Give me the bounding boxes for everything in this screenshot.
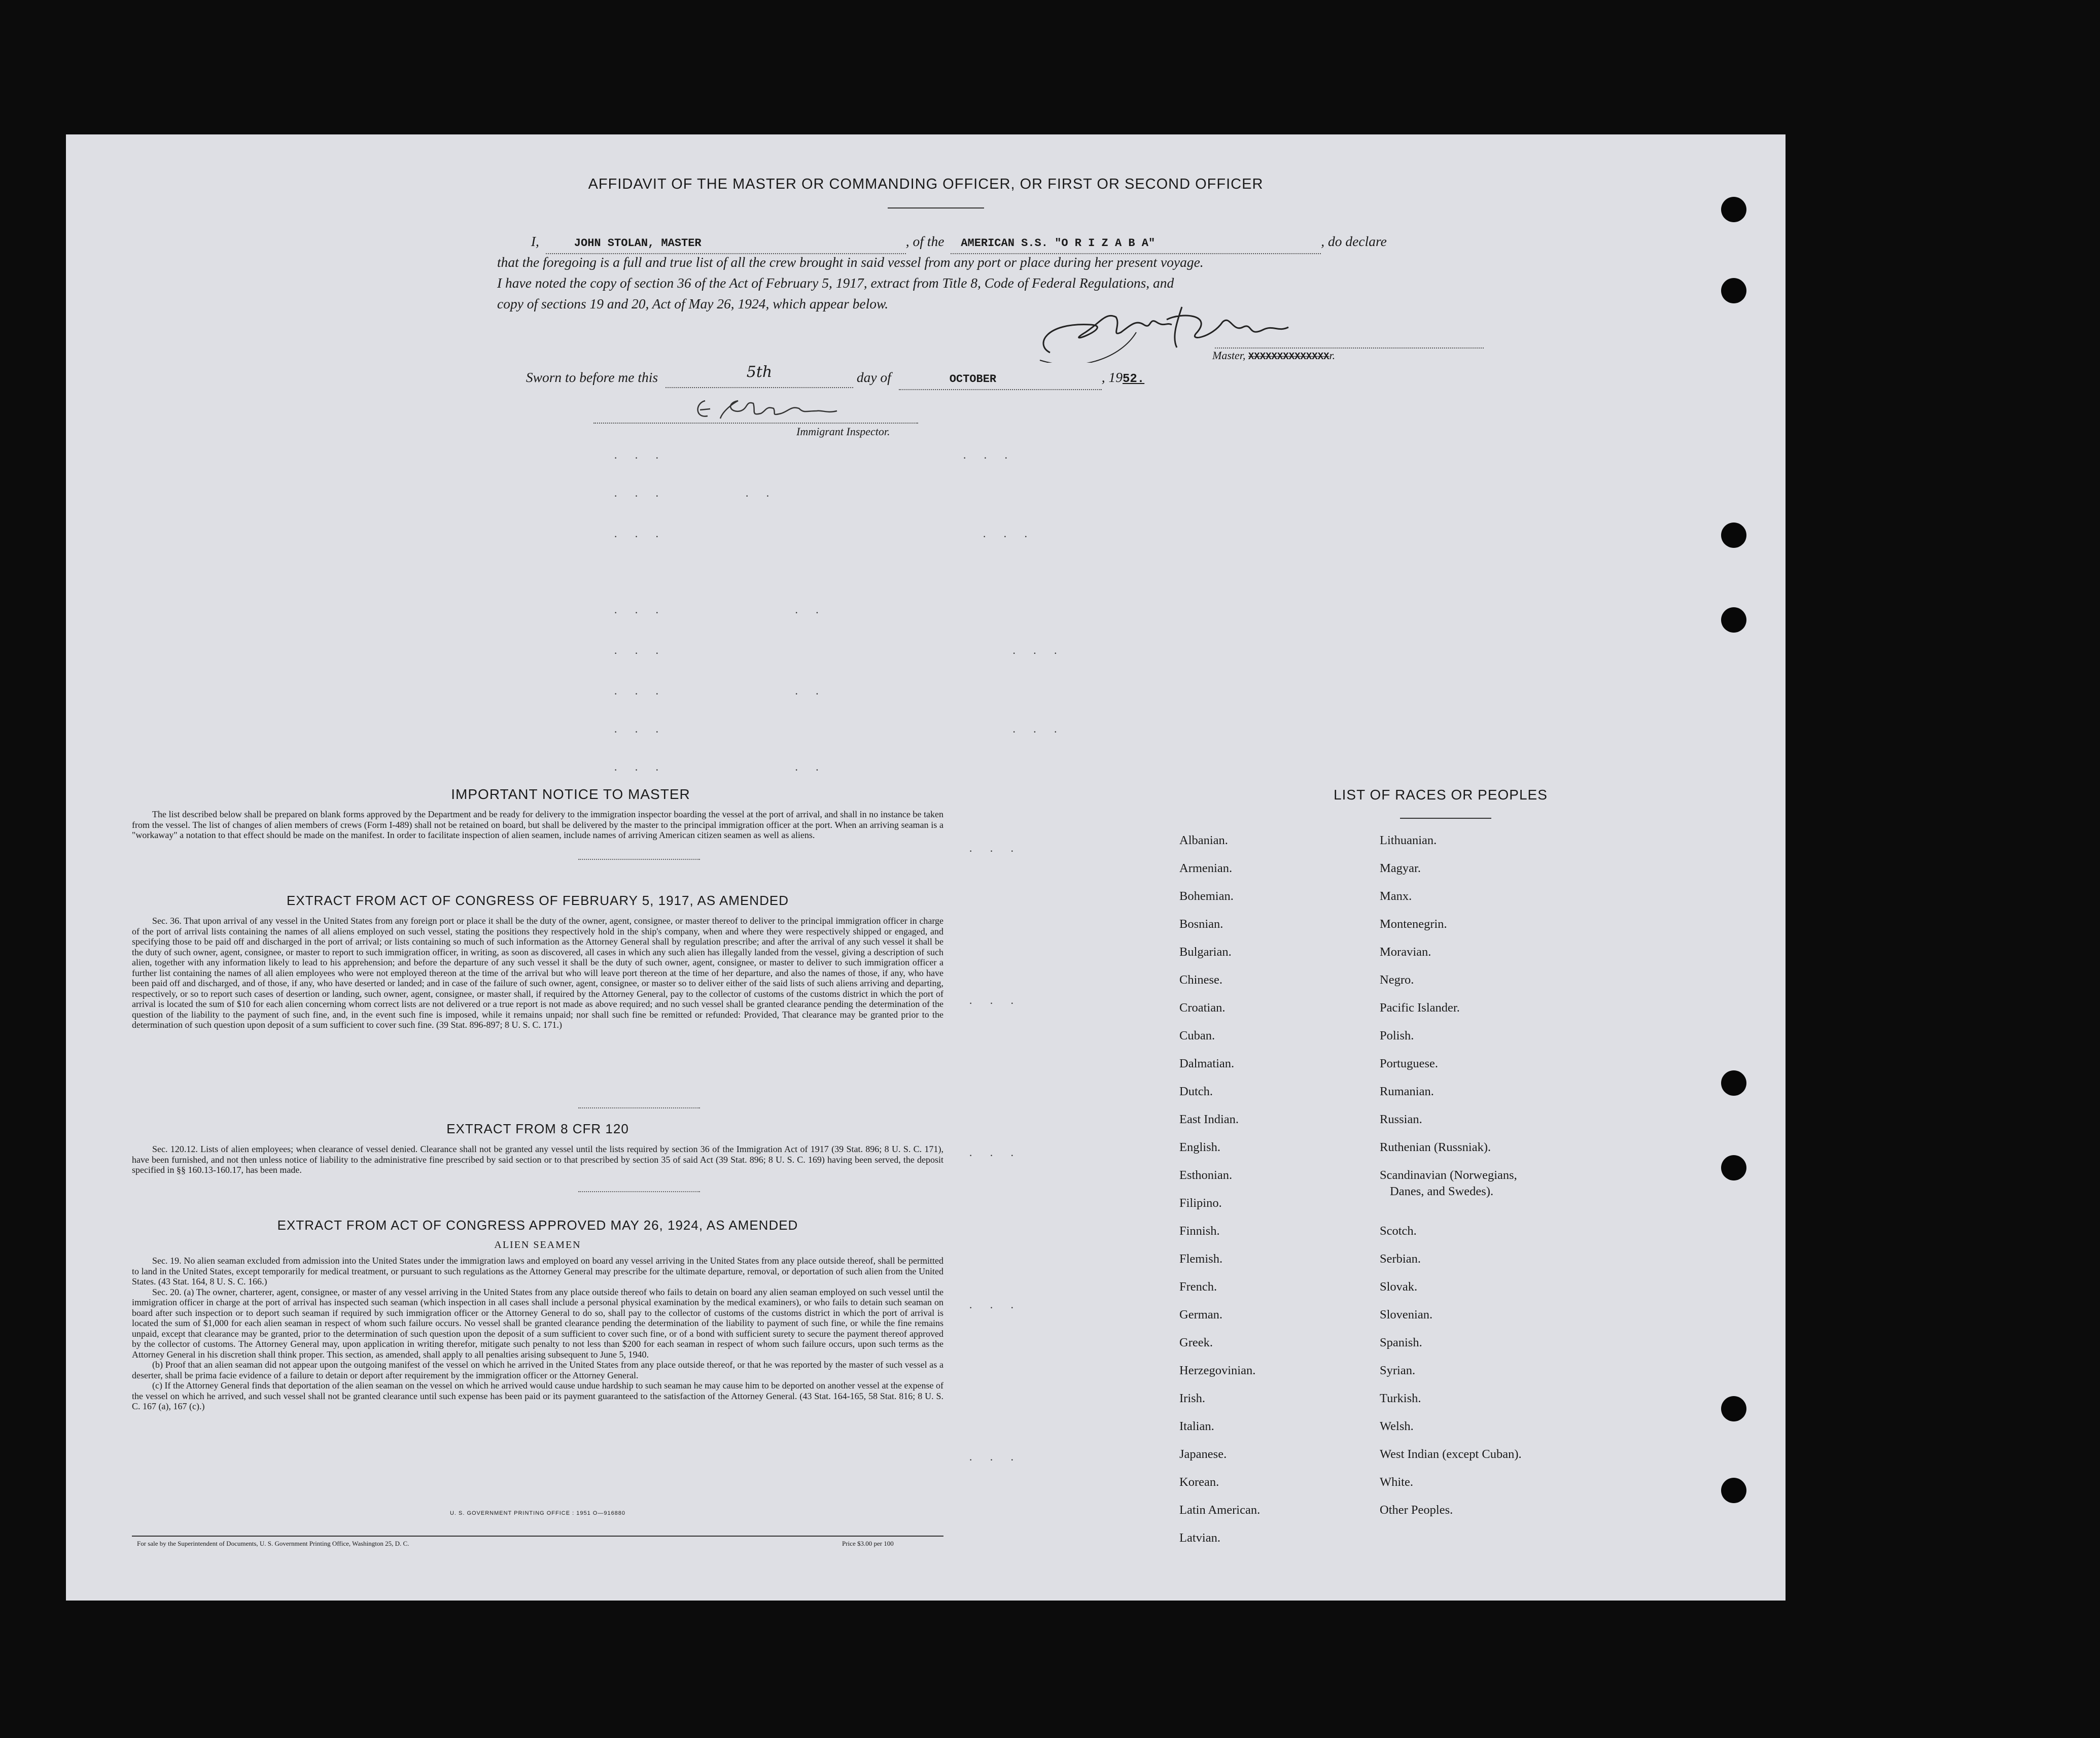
race-item: White. xyxy=(1380,1475,1413,1489)
race-item: Croatian. xyxy=(1179,1001,1226,1015)
sworn-day: 5th xyxy=(746,363,773,381)
race-item: Other Peoples. xyxy=(1380,1503,1453,1517)
master-title xyxy=(1212,349,1335,362)
race-item: Finnish. xyxy=(1179,1224,1220,1238)
race-item: Welsh. xyxy=(1380,1419,1414,1433)
race-item: Italian. xyxy=(1179,1419,1214,1433)
stray-marks: · · · · · · xyxy=(614,530,1035,543)
race-item: Chinese. xyxy=(1179,973,1223,987)
race-item: Dutch. xyxy=(1179,1085,1213,1098)
heading-divider xyxy=(888,207,984,208)
vessel-name-field xyxy=(951,232,1321,254)
race-item: Herzegovinian. xyxy=(1179,1364,1256,1377)
race-item: Flemish. xyxy=(1179,1252,1223,1266)
cfr-body xyxy=(132,1144,943,1175)
race-item: Magyar. xyxy=(1380,861,1421,875)
race-item: Bohemian. xyxy=(1179,889,1234,903)
notice-heading: IMPORTANT NOTICE TO MASTER xyxy=(451,786,690,802)
stray-marks: · · · · · xyxy=(614,606,826,619)
race-item: Slovak. xyxy=(1380,1280,1418,1294)
race-item: English. xyxy=(1179,1140,1220,1154)
race-item: French. xyxy=(1179,1280,1217,1294)
punch-hole xyxy=(1721,1396,1746,1421)
race-item: Ruthenian (Russniak). xyxy=(1380,1140,1491,1154)
master-label: Master, xyxy=(1212,349,1246,362)
race-item: West Indian (except Cuban). xyxy=(1380,1447,1522,1461)
section-divider xyxy=(578,859,700,860)
race-item: Esthonian. xyxy=(1179,1168,1233,1182)
sworn-prefix: Sworn to before me this xyxy=(526,369,658,385)
stray-marks: · · · · · xyxy=(614,490,777,502)
races-heading-divider xyxy=(1400,818,1491,819)
section-divider xyxy=(578,1191,700,1192)
sec-19-text: Sec. 19. No alien seaman excluded from admission into the United States under the immigration laws and employed on board any vessel arriving in the United States from any place outside thereof, shall be permitted to land in the United States, except temporarily for medical treatment, or pursuant to such regulations as the Attorney General may prescribe for the ultimate departure, removal, or deportation of such alien from the United States. (43 Stat. 164, 8 U. S. C. 166.) xyxy=(132,1256,943,1287)
vessel-name: AMERICAN S.S. "O R I Z A B A" xyxy=(961,237,1156,250)
declaration-line-4: copy of sections 19 and 20, Act of May 26, 1924, which appear below. xyxy=(497,296,889,311)
sworn-month-field xyxy=(899,368,1102,390)
race-item: Pacific Islander. xyxy=(1380,1001,1460,1015)
master-name: JOHN STOLAN, MASTER xyxy=(574,237,702,250)
of-the-label: , of the xyxy=(905,233,944,249)
punch-hole xyxy=(1721,197,1746,222)
stray-marks: · · · · · · xyxy=(614,725,1065,738)
race-item: Japanese. xyxy=(1179,1447,1227,1461)
race-item: Slovenian. xyxy=(1380,1308,1433,1322)
inspector-label: Immigrant Inspector. xyxy=(796,425,890,438)
race-item: Latvian. xyxy=(1179,1531,1220,1545)
extract-1917-body xyxy=(132,916,943,1030)
race-item: Irish. xyxy=(1179,1392,1206,1405)
stray-marks: · · · xyxy=(969,1453,1021,1466)
race-item: Scotch. xyxy=(1380,1224,1417,1238)
inspector-signature xyxy=(690,391,857,426)
alien-seamen-subheading: ALIEN SEAMEN xyxy=(494,1239,581,1250)
race-item: Bosnian. xyxy=(1179,917,1223,931)
sec-20a-text: Sec. 20. (a) The owner, charterer, agent, consignee, or master of any vessel arriving in the United States from any place outside thereof who fails to detain on board any alien seaman employed on such vessel until the immigration officer in charge at the port of arrival has inspected such seaman (which inspection in all cases shall include a personal physical examination by the medical examiners), or who fails to detain such seaman on board after such inspection or to deport such seaman if required by such immigration officer or the Attorney General to do so, shall pay to the collector of customs of the customs district in which the port of arrival is located the sum of $1,000 for each alien seaman in respect of whom such failure occurs. No vessel shall be granted clearance pending the determination of the liability to payment of such fine, or while the fine remains unpaid, except that clearance may be granted, prior to the determination of such question upon the deposit of a sum sufficient to cover such fine, or of a bond with sufficient surety to secure the payment thereof approved by the collector of customs. The Attorney General may, upon application in writing therefor, mitigate such penalty to not less than $200 for each seaman in respect of whom such failure occurs, upon such terms as the Attorney General in his discretion shall think proper. This section, as amended, shall apply to all penalties arising subsequent to June 5, 1940. xyxy=(132,1287,943,1360)
day-of-label: day of xyxy=(856,369,891,385)
stray-marks: · · · · · xyxy=(614,687,826,700)
race-item: Syrian. xyxy=(1380,1364,1416,1377)
sworn-month: OCTOBER xyxy=(949,373,997,386)
race-item: Portuguese. xyxy=(1380,1057,1438,1070)
master-name-field xyxy=(546,232,906,254)
race-item: East Indian. xyxy=(1179,1113,1239,1126)
notice-body xyxy=(132,809,943,841)
race-item: Montenegrin. xyxy=(1380,917,1447,931)
affidavit-heading: AFFIDAVIT OF THE MASTER OR COMMANDING OFFICER, OR FIRST OR SECOND OFFICER xyxy=(588,176,1264,192)
stray-marks: · · · xyxy=(969,1301,1021,1314)
declaration-line-1 xyxy=(497,232,1481,254)
extract-1924-body xyxy=(132,1256,943,1412)
race-item: Negro. xyxy=(1380,973,1414,987)
footer-rule xyxy=(132,1536,943,1537)
race-item: Serbian. xyxy=(1380,1252,1421,1266)
punch-hole xyxy=(1721,1478,1746,1503)
do-declare-label: , do declare xyxy=(1321,233,1387,249)
races-heading: LIST OF RACES OR PEOPLES xyxy=(1334,787,1548,803)
race-item: Greek. xyxy=(1179,1336,1213,1349)
race-item: Manx. xyxy=(1380,889,1412,903)
race-item: Spanish. xyxy=(1380,1336,1422,1349)
race-item: Dalmatian. xyxy=(1179,1057,1235,1070)
race-item: Polish. xyxy=(1380,1029,1414,1042)
punch-hole xyxy=(1721,1155,1746,1180)
master-suffix: r. xyxy=(1329,349,1336,362)
stray-marks: · · · · · · xyxy=(614,647,1065,659)
stray-marks: · · · xyxy=(969,997,1021,1010)
punch-hole xyxy=(1721,278,1746,303)
declarant-prefix: I, xyxy=(531,233,539,249)
stray-marks: · · · · · · xyxy=(614,451,1015,464)
extract-1924-heading: EXTRACT FROM ACT OF CONGRESS APPROVED MAY 26, 1924, AS AMENDED xyxy=(277,1218,798,1233)
struck-title: XXXXXXXXXXXXXX xyxy=(1248,351,1329,362)
notice-text: The list described below shall be prepared on blank forms approved by the Department and be ready for delivery to the immigration inspector boarding the vessel at the port of arrival, and shall in no instance be taken from the vessel. The list of changes of alien members of crews (Form I-489) shall not be retained on board, but shall be delivered by the master to the principal immigration officer at the port. When an arriving seaman is a "workaway" a notation to that effect should be made on the manifest. In order to facilitate inspection of alien seamen, include names of arriving American citizen seamen as well as aliens. xyxy=(132,809,943,840)
race-item: Rumanian. xyxy=(1380,1085,1434,1098)
race-item: Latin American. xyxy=(1179,1503,1261,1517)
race-item: Filipino. xyxy=(1179,1196,1222,1210)
race-item: Turkish. xyxy=(1380,1392,1421,1405)
for-sale-note: For sale by the Superintendent of Documents, U. S. Government Printing Office, Washington 25, D. C. xyxy=(137,1540,409,1547)
race-item: Korean. xyxy=(1179,1475,1219,1489)
master-signature-line xyxy=(1215,347,1484,349)
stray-marks: · · · · · xyxy=(614,763,826,776)
section-divider xyxy=(578,1107,700,1108)
sec-120-12-text: Sec. 120.12. Lists of alien employees; when clearance of vessel denied. Clearance shall not be granted any vessel until the lists required by section 36 of the Immigration Act of 1917 (39 Stat. 896; 8 U. S. C. 171), have been furnished, and not then unless notice of liability to the administrative fine prescribed by said section or to that prescribed by section 35 of said Act (39 Stat. 896; 8 U. S. C. 169) having been served, the deposit specified in §§ 160.13-160.17, has been made. xyxy=(132,1144,943,1175)
printing-office-imprint: U. S. GOVERNMENT PRINTING OFFICE : 1951 O—916880 xyxy=(449,1510,626,1516)
section-36-text: Sec. 36. That upon arrival of any vessel in the United States from any foreign port or place it shall be the duty of the owner, agent, consignee, or master thereof to deliver to the principal immigration officer in charge of the port of arrival lists containing the names of all aliens employed on such vessel, stating the positions they respectively hold in the ship's company, when and where they were respectively shipped or engaged, and specifying those to be paid off and discharged in the port of arrival; or lists containing so much of such information as the Attorney General shall by regulation prescribe; and after the arrival of any such vessel it shall be the duty of such owner, agent, consignee, or master to report to such immigration officer, in writing, as soon as discovered, all cases in which any such alien has illegally landed from the vessel, giving a description of such alien, together with any information likely to lead to his apprehension; and before the departure of any such vessel it shall be the duty of such owner, agent, consignee, or master to deliver to such immigration officer a further list containing the names of all alien employees who were not employed thereon at the time of the arrival but who will leave port thereon at the time of her departure, and also the names of those, if any, who have been paid off and discharged, and of those, if any, who have deserted or landed; and in case of the failure of such owner, agent, consignee, or master so to deliver either of the said lists of such aliens arriving and departing, respectively, or so to report such cases of desertion or landing, such owner, agent, consignee, or master shall, if required by the Attorney General, pay to the collector of customs of the customs district in which the port of arrival is located the sum of $10 for each alien concerning whom correct lists are not delivered or a true report is not made as above required; and no such vessel shall be granted clearance pending the determination of the question of the liability to the payment of such fine, and, in the event such fine is imposed, while it remains unpaid; nor shall such fine be remitted or refunded: Provided, That clearance may be granted prior to the determination of such question upon deposit of a sum sufficient to cover such fine. (39 Stat. 896-897; 8 U. S. C. 171.) xyxy=(132,916,943,1030)
cfr-heading: EXTRACT FROM 8 CFR 120 xyxy=(446,1121,629,1136)
stray-marks: · · · xyxy=(969,845,1021,857)
race-item: Cuban. xyxy=(1179,1029,1215,1042)
stray-marks: · · · xyxy=(969,1149,1021,1162)
race-item: Danes, and Swedes). xyxy=(1390,1185,1494,1198)
race-item: Scandinavian (Norwegians, xyxy=(1380,1168,1517,1182)
declaration-line-2: that the foregoing is a full and true list of all the crew brought in said vessel from any port or place during her present voyage. xyxy=(497,254,1204,270)
inspector-signature-line xyxy=(593,423,918,424)
sec-20b-text: (b) Proof that an alien seaman did not appear upon the outgoing manifest of the vessel on which he arrived in the United States from any place outside thereof, or that he was reported by the master of such vessel as a deserter, shall be prima facie evidence of a failure to detain or deport after requirement by the immigration officer or the Attorney General. xyxy=(132,1360,943,1380)
punch-hole xyxy=(1721,523,1746,548)
race-item: Lithuanian. xyxy=(1380,833,1437,847)
race-item: German. xyxy=(1179,1308,1223,1322)
extract-1917-heading: EXTRACT FROM ACT OF CONGRESS OF FEBRUARY 5, 1917, AS AMENDED xyxy=(287,893,789,908)
sec-20c-text: (c) If the Attorney General finds that deportation of the alien seaman on the vessel on which he arrived would cause undue hardship to such seaman he may cause him to be deported on another vessel at the expense of the vessel on which he arrived, and such vessel shall not be granted clearance until such expense has been paid or its payment guaranteed to the satisfaction of the Attorney General. (43 Stat. 164-165, 58 Stat. 816; 8 U. S. C. 167 (a), 167 (c).) xyxy=(132,1380,943,1411)
declaration-line-3: I have noted the copy of section 36 of the Act of February 5, 1917, extract from Title 8, Code of Federal Regulations, and xyxy=(497,275,1174,291)
sworn-day-field xyxy=(666,363,853,388)
race-item: Moravian. xyxy=(1380,945,1431,959)
race-item: Bulgarian. xyxy=(1179,945,1232,959)
sworn-year: 52. xyxy=(1122,372,1145,386)
race-item: Armenian. xyxy=(1179,861,1233,875)
race-item: Russian. xyxy=(1380,1113,1422,1126)
form-page xyxy=(66,134,1786,1601)
race-item: Albanian. xyxy=(1179,833,1228,847)
price-note: Price $3.00 per 100 xyxy=(842,1540,894,1547)
sworn-line xyxy=(497,363,1481,390)
punch-hole xyxy=(1721,1070,1746,1096)
year-prefix: , 19 xyxy=(1101,369,1123,385)
punch-hole xyxy=(1721,607,1746,633)
